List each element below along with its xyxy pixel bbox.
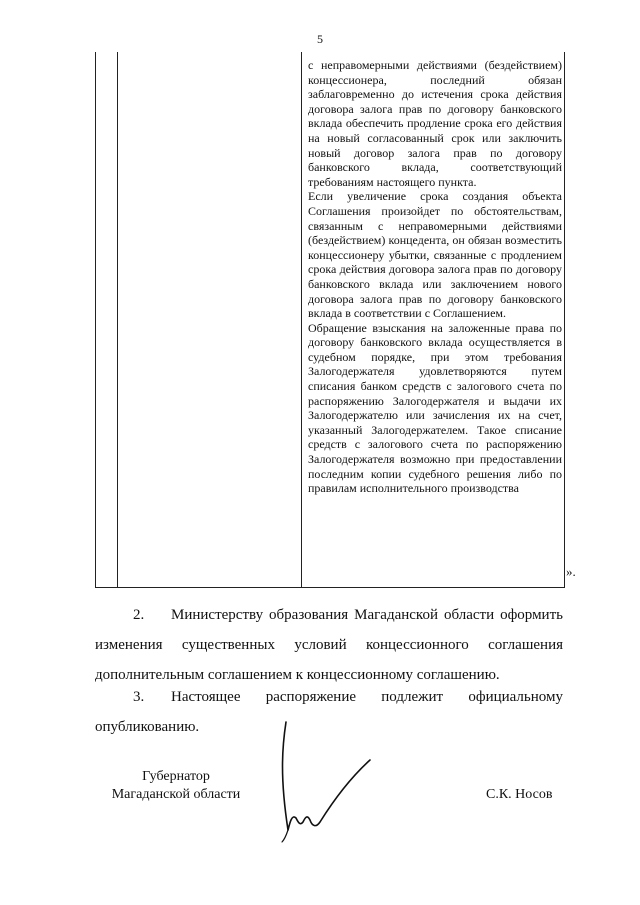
item-number: 2. (133, 607, 145, 623)
table-text-cell (308, 58, 562, 496)
table-column-divider (117, 52, 118, 587)
item-text: Настоящее распоряжение подлежит официальному опубликованию. (95, 689, 563, 735)
closing-quote: ». (566, 564, 576, 579)
signatory-title-line: Магаданской области (111, 787, 241, 802)
signatory-name: С.К. Носов (486, 787, 553, 802)
item-text: Министерству образования Магаданской области оформить изменения существенных условий концессионного соглашения дополнительным соглашением к концессионному соглашению. (95, 607, 563, 683)
amendment-table (95, 52, 565, 588)
table-paragraph: Обращение взыскания на заложенные права по договору банковского вклада осуществляется в судебном порядке, при этом требования Залогодержателя удовлетворяются путем списания банком средств с залогового счета по распоряжению Залогодержателя и выдачи их Залогодержателю или зачисления их на счет, указанный Залогодержателем. Такое списание средств с залогового счета по распоряжению Залогодержателя возможно при предоставлении последним копии судебного решения либо по правилам исполнительного производства (308, 320, 562, 496)
signatory-title-line: Губернатор (142, 769, 210, 784)
item-2 (95, 600, 563, 690)
page-number: 5 (317, 32, 323, 46)
handwritten-signature (270, 718, 380, 843)
table-column-divider (301, 52, 302, 587)
table-paragraph: Если увеличение срока создания объекта Соглашения произойдет по обстоятельствам, связанным с неправомерными действиями (бездействием) концедента, он обязан возместить концессионеру убытки, связанные с продлением срока действия договора залога прав по договору банковского вклада или заключением нового договора залога прав по договору банковского вклада в соответствии с Соглашением. (308, 189, 562, 321)
item-number: 3. (133, 689, 145, 705)
table-paragraph: с неправомерными действиями (бездействием) концессионера, последний обязан заблаговременно до истечения срока действия договора залога прав по договору банковского вклада обеспечить продление срока его действия на новый согласованный срок или заключить новый договор залога прав по договору банковского вклада, соответствующий требованиям настоящего пункта. (308, 58, 562, 189)
signatory-title (96, 768, 256, 804)
